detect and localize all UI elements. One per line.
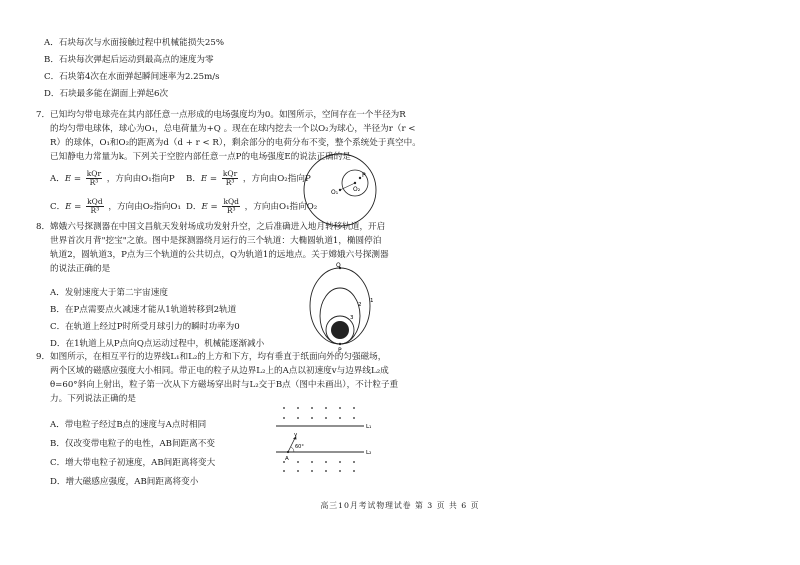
q7-o1-dot xyxy=(339,189,341,191)
q7-p-dot xyxy=(359,177,361,179)
q8-option-b: B．在P点需要点火减速才能从1轨道转移到2轨道 xyxy=(50,305,237,315)
q9-label-l1: L₁ xyxy=(366,424,372,430)
q8-option-a: A．发射速度大于第二宇宙速度 xyxy=(50,288,168,298)
q8-stem-line-2: 世界首次月背"挖宝"之旅。图中是探测器绕月运行的三个轨道：大椭圆轨道1，椭圆停泊 xyxy=(50,236,382,246)
q9-stem-line-3: θ=60°斜向上射出，粒子第一次从下方磁场穿出时与L₂交于B点（图中未画出），不计粒子重 xyxy=(50,380,399,390)
q8-orbit-figure xyxy=(300,262,380,354)
q8-label-p: P xyxy=(338,347,342,354)
q6-option-b: B．石块每次弹起后运动到最高点的速度为零 xyxy=(44,55,214,65)
q8-label-q: Q xyxy=(336,262,341,269)
q9-angle-arc xyxy=(291,447,294,452)
q7-sphere-figure xyxy=(300,150,380,230)
q8-option-c: C．在轨道上经过P时所受月球引力的瞬时功率为0 xyxy=(50,322,240,332)
q7-stem-line-3: R）的球体，O₁和O₂的距离为d（d + r < R），剩余部分的电荷分布不变，整个系统处于真空中。 xyxy=(50,138,421,148)
q8-stem-line-1: 8．嫦娥六号探测器在中国文昌航天发射场成功发射升空，之后准确进入地月转移轨道，开启 xyxy=(36,222,386,232)
q6-option-a: A．石块每次与水面接触过程中机械能损失25% xyxy=(44,38,224,48)
q9-option-b: B．仅改变带电粒子的电性，AB间距离不变 xyxy=(50,439,215,449)
q7-stem-line-4: 已知静电力常量为k。下列关于空腔内部任意一点P的电场强度E的说法正确的是 xyxy=(50,152,351,162)
page-footer: 高三10月考试物理试卷 第 3 页 共 6 页 xyxy=(320,501,480,510)
q9-stem-line-4: 力。下列说法正确的是 xyxy=(50,394,136,404)
q7-option-d: D．E = $\frac{\text{kQd}}{\text{R³}}$ ，方向由O₁指向O₂ xyxy=(186,197,318,215)
q6-option-d: D．石块最多能在湖面上弹起6次 xyxy=(44,89,169,99)
q9-point-a xyxy=(287,451,289,453)
q6-option-c: C．石块第4次在水面弹起瞬间速率为2.25m/s xyxy=(44,72,220,82)
q9-option-c: C．增大带电粒子初速度，AB间距离将变大 xyxy=(50,458,216,468)
q9-stem-line-2: 两个区域的磁感应强度大小相同。带正电的粒子从边界L₂上的A点以初速度v与边界线L₂成 xyxy=(50,366,389,376)
q7-label-o1: O₁ xyxy=(331,189,339,196)
q9-option-a: A．带电粒子经过B点的速度与A点时相同 xyxy=(50,420,207,430)
q9-label-v: v xyxy=(294,432,298,438)
q9-label-l2: L₂ xyxy=(366,450,372,456)
q9-option-d: D．增大磁感应强度，AB间距离将变小 xyxy=(50,477,199,487)
q8-stem-line-3: 轨道2，圆轨道3，P点为三个轨道的公共切点，Q为轨道1的远地点。关于嫦娥六号探测器 xyxy=(50,250,389,260)
q9-field-dots-top xyxy=(283,407,355,419)
q7-option-c: C．E = $\frac{\text{kQd}}{\text{R³}}$ ，方向由O₂指向O₁ xyxy=(50,197,181,215)
q7-stem-line-1: 7．已知均匀带电球壳在其内部任意一点形成的电场强度均为0。如图所示，空间存在一个半径为R xyxy=(36,110,406,120)
q7-stem-line-2: 的均匀带电球体，球心为O₁，总电荷量为+Q 。现在在球内挖去一个以O₂为球心，半径为r（r < xyxy=(50,124,416,134)
q7-label-o2: O₂ xyxy=(353,186,361,193)
q7-option-b: B．E = $\frac{\text{kQr}}{\text{R³}}$ ，方向由O₂指向P xyxy=(186,169,311,187)
q9-stem-line-1: 9．如图所示，在相互平行的边界线L₁和L₂的上方和下方，均有垂直于纸面向外的匀强磁场， xyxy=(36,352,387,362)
q8-moon xyxy=(331,321,349,339)
q8-p-dot xyxy=(339,343,341,345)
q7-label-p: P xyxy=(362,172,366,179)
q8-label-orbit-1: 1 xyxy=(370,298,374,304)
q8-option-d: D．在1轨道上从P点向Q点运动过程中，机械能逐渐减小 xyxy=(50,339,265,349)
q9-field-figure xyxy=(276,404,376,474)
q7-option-a: A．E = $\frac{\text{kQr}}{\text{R³}}$ ，方向由O₁指向P xyxy=(50,169,175,187)
q9-field-dots-bottom xyxy=(283,461,355,472)
q8-label-orbit-2: 2 xyxy=(358,302,362,308)
q9-label-angle: 60° xyxy=(295,444,304,450)
q9-label-a: A xyxy=(285,456,289,462)
q7-o2-dot xyxy=(354,182,356,184)
q8-stem-line-4: 的说法正确的是 xyxy=(50,264,111,274)
q8-label-orbit-3: 3 xyxy=(350,315,354,321)
